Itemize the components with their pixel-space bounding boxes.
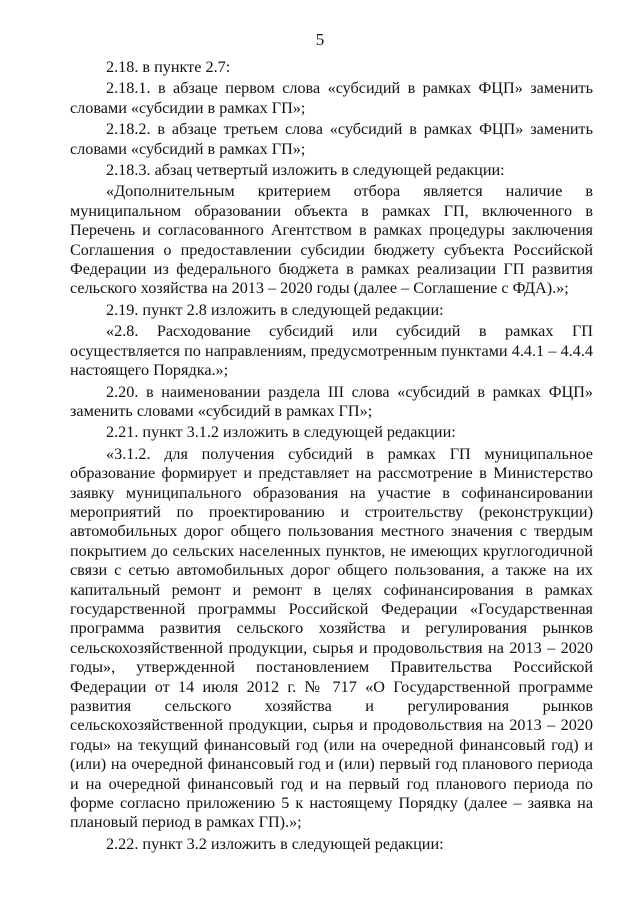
paragraph-quote-criterion: «Дополнительным критерием отбора является наличие в муниципальном образовании объекта в рамках ГП, включенного в Перечень и согласованного Агентством в рамках процедуры заключения Соглашения о предоставлении субсидии бюджету субъекта Российской Федерации из федерального бюджета в рамках реализации ГП развития сельского хозяйства на 2013 – 2020 годы (далее – Соглашение с ФДА).»;	[70, 182, 593, 298]
paragraph-2-18-2: 2.18.2. в абзаце третьем слова «субсидий в рамках ФЦП» заменить словами «субсидий в рамках ГП»;	[70, 120, 593, 158]
paragraph-2-18-3: 2.18.3. абзац четвертый изложить в следующей редакции:	[106, 161, 505, 180]
paragraph-2-18-1: 2.18.1. в абзаце первом слова «субсидий в рамках ФЦП» заменить словами «субсидии в рамках ГП»;	[70, 79, 593, 117]
paragraph-2-21: 2.21. пункт 3.1.2 изложить в следующей редакции:	[106, 423, 456, 442]
document-body	[70, 58, 593, 856]
paragraph-quote-2-8: «2.8. Расходование субсидий или субсидий в рамках ГП осуществляется по направлениям, предусмотренным пунктами 4.4.1 – 4.4.4 настоящего Порядка.»;	[70, 322, 593, 380]
paragraph-2-19: 2.19. пункт 2.8 изложить в следующей редакции:	[106, 300, 444, 319]
paragraph-2-20: 2.20. в наименовании раздела III слова «субсидий в рамках ФЦП» заменить словами «субсидий в рамках ГП»;	[70, 382, 593, 420]
paragraph-2-22: 2.22. пункт 3.2 изложить в следующей редакции:	[106, 834, 444, 853]
paragraph-2-18: 2.18. в пункте 2.7:	[106, 58, 231, 76]
paragraph-quote-3-1-2: «3.1.2. для получения субсидий в рамках ГП муниципальное образование формирует и представляет на рассмотрение в Министерство заявку муниципального образования на участие в софинансировании мероприятий по проектированию и строительству (реконструкции) автомобильных дорог общего пользования местного значения с твердым покрытием до сельских населенных пунктов, не имеющих круглогодичной связи с сетью автомобильных дорог общего пользования, а также на их капитальный ремонт и ремонт в целях софинансирования в рамках государственной программы Российской Федерации «Государственная программа развития сельского хозяйства и регулирования рынков сельскохозяйственной продукции, сырья и продовольствия на 2013 – 2020 годы», утвержденной постановлением Правительства Российской Федерации от 14 июля 2012 г. № 717 «О Государственной программе развития сельского хозяйства и регулирования рынков сельскохозяйственной продукции, сырья и продовольствия на 2013 – 2020 годы» на текущий финансовый год (или на очередной финансовый год) и (или) на очередной финансовый год и (или) первый год планового периода и на очередной финансовый год и на первый год планового периода по форме согласно приложению 5 к настоящему Порядку (далее – заявка на плановый период в рамках ГП).»;	[70, 444, 593, 832]
page-number: 5	[315, 30, 325, 49]
